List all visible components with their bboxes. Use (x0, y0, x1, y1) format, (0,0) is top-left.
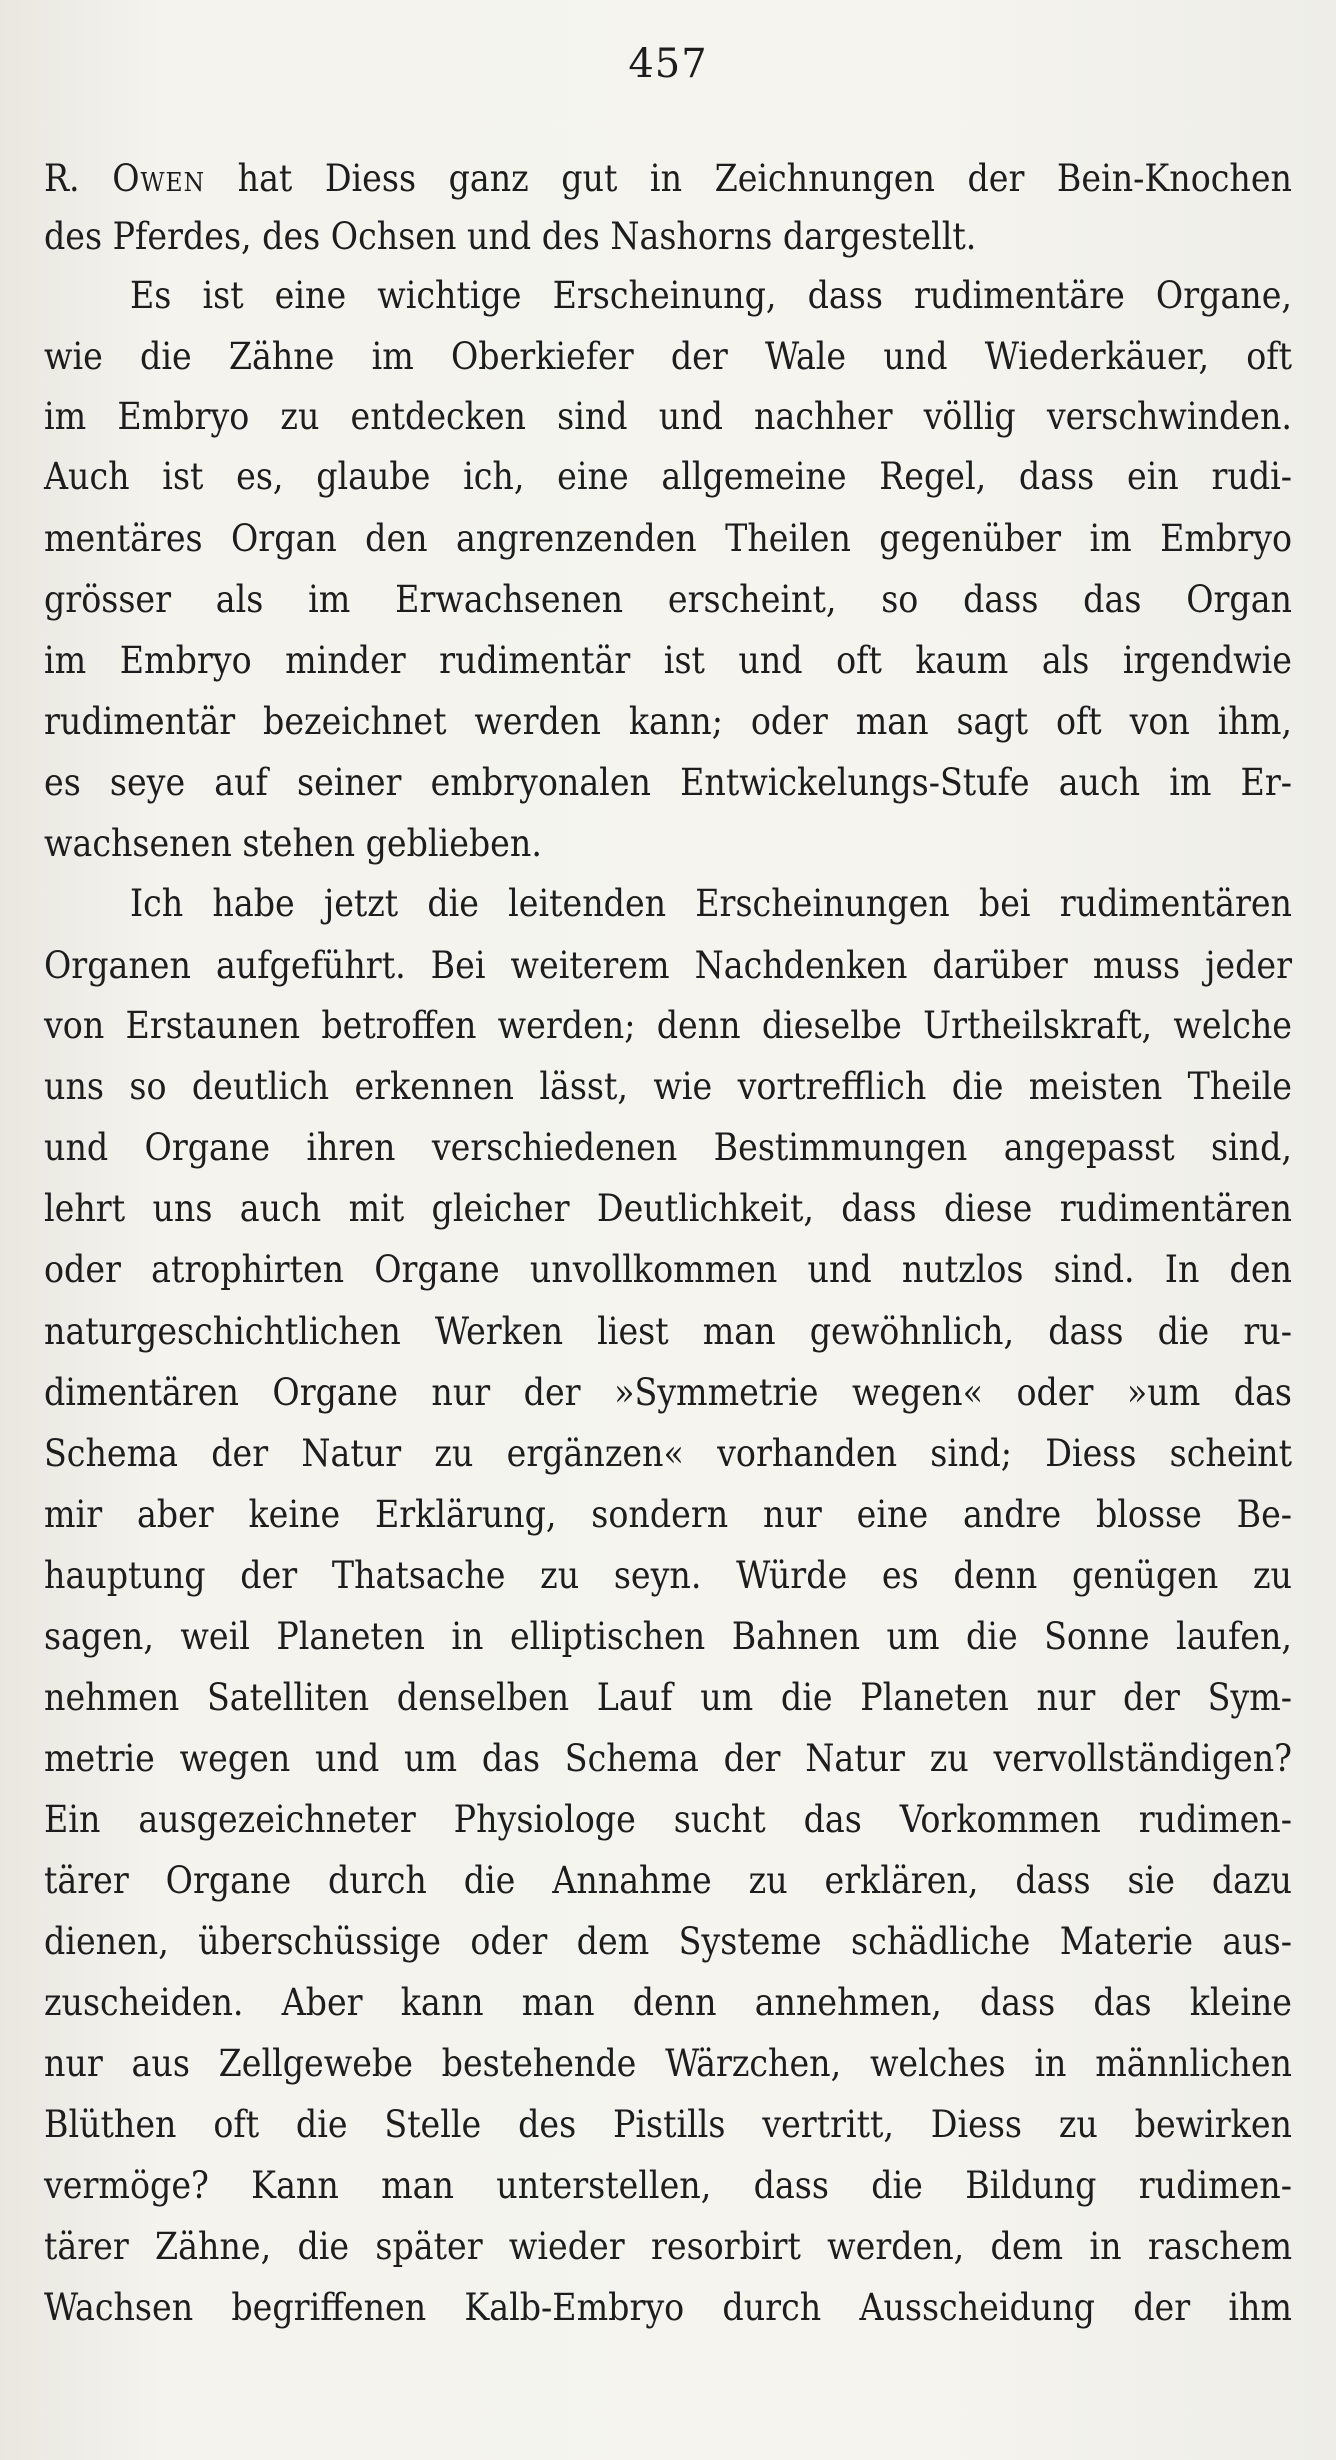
text-line: wie die Zähne im Oberkiefer der Wale und Wiederkäuer, oft (44, 335, 1292, 378)
text-line: im Embryo minder rudimentär ist und oft kaum als irgendwie (44, 639, 1292, 682)
text-line: tärer Zähne, die später wieder resorbirt werden, dem in raschem (44, 2225, 1292, 2268)
text-line: wachsenen stehen geblieben. (44, 822, 542, 865)
text-line: grösser als im Erwachsenen erscheint, so dass das Organ (44, 578, 1292, 621)
text-line: mir aber keine Erklärung, sondern nur eine andre blosse Be- (44, 1493, 1292, 1536)
text-line: Auch ist es, glaube ich, eine allgemeine Regel, dass ein rudi- (44, 455, 1292, 498)
text-line: Schema der Natur zu ergänzen« vorhanden sind; Diess scheint (44, 1432, 1292, 1475)
text-line: im Embryo zu entdecken sind und nachher völlig verschwinden. (44, 395, 1292, 438)
text-line: Blüthen oft die Stelle des Pistills vertritt, Diess zu bewirken (44, 2103, 1292, 2146)
text-line: es seye auf seiner embryonalen Entwickelungs-Stufe auch im Er- (44, 761, 1292, 804)
text-line: dimentären Organe nur der »Symmetrie wegen« oder »um das (44, 1371, 1292, 1414)
text-line: vermöge? Kann man unterstellen, dass die Bildung rudimen- (44, 2164, 1292, 2207)
text-line: nur aus Zellgewebe bestehende Wärzchen, welches in männlichen (44, 2042, 1292, 2085)
text-line: rudimentär bezeichnet werden kann; oder man sagt oft von ihm, (44, 700, 1292, 743)
text-line: und Organe ihren verschiedenen Bestimmungen angepasst sind, (44, 1126, 1292, 1169)
text-segment: R. (44, 157, 113, 200)
text-line: lehrt uns auch mit gleicher Deutlichkeit, dass diese rudimentären (44, 1187, 1292, 1230)
text-line: mentäres Organ den angrenzenden Theilen gegenüber im Embryo (44, 517, 1292, 560)
text-line: Organen aufgeführt. Bei weiterem Nachdenken darüber muss jeder (44, 944, 1292, 987)
text-line: Wachsen begriffenen Kalb-Embryo durch Ausscheidung der ihm (44, 2286, 1292, 2329)
text-line: naturgeschichtlichen Werken liest man gewöhnlich, dass die ru- (44, 1310, 1292, 1353)
text-line (44, 155, 1292, 203)
author-name: Owen (112, 157, 206, 200)
text-line: tärer Organe durch die Annahme zu erklären, dass sie dazu (44, 1859, 1292, 1902)
text-line: nehmen Satelliten denselben Lauf um die Planeten nur der Sym- (44, 1676, 1292, 1719)
text-line: uns so deutlich erkennen lässt, wie vortrefflich die meisten Theile (44, 1065, 1292, 1108)
text-line: Es ist eine wichtige Erscheinung, dass rudimentäre Organe, (130, 274, 1292, 317)
text-line: Ein ausgezeichneter Physiologe sucht das Vorkommen rudimen- (44, 1798, 1292, 1841)
text-line: von Erstaunen betroffen werden; denn dieselbe Urtheilskraft, welche (44, 1004, 1292, 1047)
text-line: dienen, überschüssige oder dem Systeme schädliche Materie aus- (44, 1920, 1292, 1963)
text-line: zuscheiden. Aber kann man denn annehmen, dass das kleine (44, 1981, 1292, 2024)
text-line: des Pferdes, des Ochsen und des Nashorns dargestellt. (44, 215, 977, 258)
text-line: hauptung der Thatsache zu seyn. Würde es denn genügen zu (44, 1554, 1292, 1597)
text-line: sagen, weil Planeten in elliptischen Bahnen um die Sonne laufen, (44, 1615, 1292, 1658)
page-number: 457 (628, 41, 708, 87)
text-line: Ich habe jetzt die leitenden Erscheinungen bei rudimentären (130, 882, 1292, 925)
text-line: metrie wegen und um das Schema der Natur zu vervollständigen? (44, 1737, 1292, 1780)
text-line: oder atrophirten Organe unvollkommen und nutzlos sind. In den (44, 1248, 1292, 1291)
text-segment: hat Diess ganz gut in Zeichnungen der Bein-Knochen (205, 157, 1292, 200)
